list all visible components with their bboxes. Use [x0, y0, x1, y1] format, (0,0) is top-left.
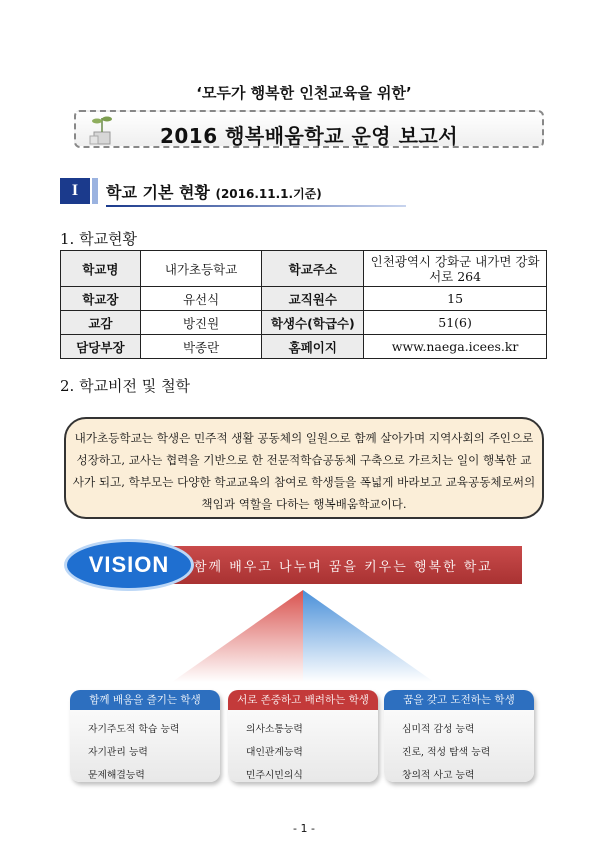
section-title-text: 학교 기본 현황	[106, 183, 210, 202]
page-number: - 1 -	[293, 822, 315, 835]
report-subtitle: ‘모두가 행복한 인천교육을 위한’	[196, 84, 412, 102]
goal-card	[70, 690, 220, 782]
table-key: 학교장	[61, 287, 141, 311]
up-arrow-graphic	[172, 590, 434, 682]
list-item: 심미적 감성 능력	[402, 724, 475, 735]
list-item: 자기관리 능력	[88, 747, 148, 758]
table-row	[61, 251, 547, 287]
table-key: 학교명	[61, 251, 141, 287]
section-heading	[60, 178, 360, 206]
table-key: 학교주소	[262, 251, 364, 287]
student-goal-cards	[70, 690, 542, 785]
philosophy-box: 내가초등학교는 학생은 민주적 생활 공동체의 일원으로 함께 살아가며 지역사회의 주인으로 성장하고, 교사는 협력을 기반으로 한 전문적학습공동체 구축으로 가르치는 일이 행복한 교사가 되고, 학부모는 다양한 학교교육의 참여로 학생들을 폭넓게 바라보고 교육공동체로써의 책임과 역할을 다하는 행복배움학교이다.	[64, 417, 544, 519]
school-status-heading: 1. 학교현황	[60, 230, 138, 248]
list-item: 의사소통능력	[246, 724, 303, 735]
table-value: 유선식	[140, 287, 262, 311]
table-value: 15	[364, 287, 547, 311]
table-row	[61, 311, 547, 335]
goal-card	[384, 690, 534, 782]
report-title: 2016 행복배움학교 운영 보고서	[159, 124, 459, 148]
goal-card-title: 꿈을 갖고 도전하는 학생	[384, 690, 534, 710]
section-number: I	[60, 178, 90, 204]
section-accent-bar	[92, 178, 98, 204]
table-value: 방진원	[140, 311, 262, 335]
list-item: 진로, 적성 탐색 능력	[402, 747, 491, 758]
table-key: 담당부장	[61, 335, 141, 359]
homepage-link[interactable]: www.naega.icees.kr	[364, 335, 547, 359]
vision-heading: 2. 학교비전 및 철학	[60, 377, 191, 395]
table-key: 홈페이지	[262, 335, 364, 359]
list-item: 자기주도적 학습 능력	[88, 724, 180, 735]
section-date: (2016.11.1.기준)	[215, 187, 322, 201]
table-key: 교감	[61, 311, 141, 335]
section-underline	[106, 205, 406, 207]
goal-card-list	[384, 710, 534, 787]
goal-card-list	[70, 710, 220, 787]
list-item: 창의적 사고 능력	[402, 770, 475, 781]
list-item: 민주시민의식	[246, 770, 303, 781]
table-value: 51(6)	[364, 311, 547, 335]
section-title	[106, 180, 322, 203]
table-value: 인천광역시 강화군 내가면 강화서로 264	[364, 251, 547, 287]
table-row	[61, 287, 547, 311]
report-title-box	[74, 110, 544, 148]
table-key: 학생수(학급수)	[262, 311, 364, 335]
list-item: 대인관계능력	[246, 747, 303, 758]
goal-card	[228, 690, 378, 782]
goal-card-title: 함께 배움을 즐기는 학생	[70, 690, 220, 710]
goal-card-list	[228, 710, 378, 787]
vision-text: 함께 배우고 나누며 꿈을 키우는 행복한 학교	[194, 560, 493, 575]
table-key: 교직원수	[262, 287, 364, 311]
list-item: 문제해결능력	[88, 770, 145, 781]
vision-badge	[64, 539, 194, 591]
vision-banner	[150, 546, 522, 584]
school-info-table	[60, 250, 547, 359]
table-value: 박종란	[140, 335, 262, 359]
table-value: 내가초등학교	[140, 251, 262, 287]
vision-label: VISION	[88, 552, 170, 577]
goal-card-title: 서로 존중하고 배려하는 학생	[228, 690, 378, 710]
table-row	[61, 335, 547, 359]
